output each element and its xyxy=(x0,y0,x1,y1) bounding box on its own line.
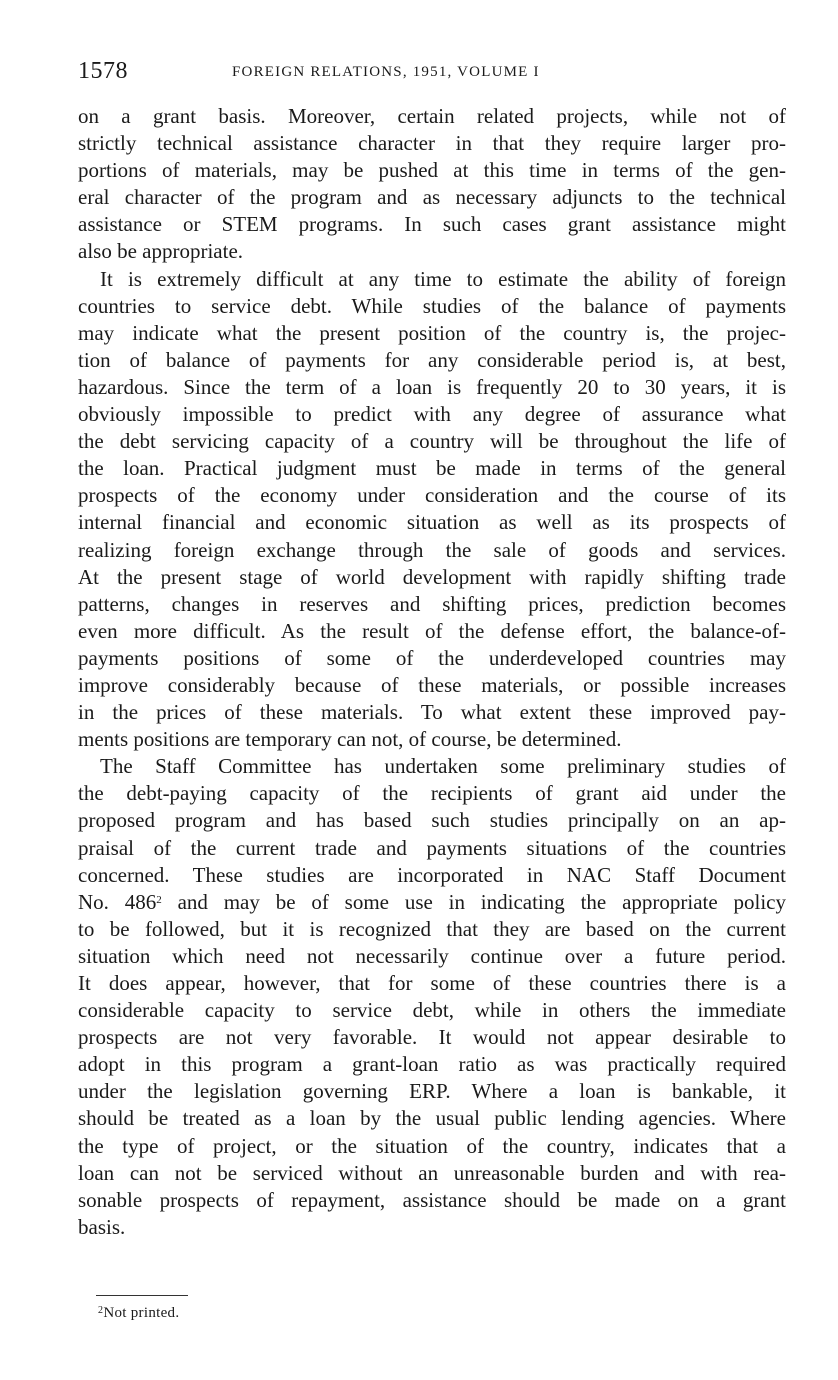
text-line: the debt-paying capacity of the recipients of grant aid under the xyxy=(78,781,786,806)
text-line: realizing foreign exchange through the sale of goods and services. xyxy=(78,537,786,562)
text-line: in the prices of these materials. To what extent these improved pay- xyxy=(78,700,786,725)
footnote-reference[interactable]: 2 xyxy=(156,893,162,906)
text-line: situation which need not necessarily continue over a future period. xyxy=(78,943,786,968)
text-line: proposed program and has based such studies principally on an ap- xyxy=(78,808,786,833)
text-line: At the present stage of world development with rapidly shifting trade xyxy=(78,564,786,589)
text-line: sonable prospects of repayment, assistance should be made on a grant xyxy=(78,1187,786,1212)
text-line: obviously impossible to predict with any degree of assurance what xyxy=(78,402,786,427)
text-line: under the legislation governing ERP. Where a loan is bankable, it xyxy=(78,1079,786,1104)
text-line: prospects are not very favorable. It would not appear desirable to xyxy=(78,1025,786,1050)
text-line: considerable capacity to service debt, while in others the immediate xyxy=(78,998,786,1023)
text-line: It is extremely difficult at any time to estimate the ability of foreign xyxy=(100,266,786,291)
text-line: portions of materials, may be pushed at this time in terms of the gen- xyxy=(78,158,786,183)
footnote-marker: 2 xyxy=(98,1305,104,1316)
text-line: countries to service debt. While studies of the balance of payments xyxy=(78,293,786,318)
footnote-text: Not printed. xyxy=(103,1305,180,1321)
running-head: FOREIGN RELATIONS, 1951, VOLUME I xyxy=(232,64,540,80)
text-line: The Staff Committee has undertaken some preliminary studies of xyxy=(100,754,786,779)
text-line: adopt in this program a grant-loan ratio as was practically required xyxy=(78,1052,786,1077)
page-header xyxy=(78,58,758,98)
text-segment: and may be of some use in indicating the appropriate policy xyxy=(161,889,786,914)
text-line: also be appropriate. xyxy=(78,239,244,264)
footnote-divider xyxy=(96,1295,188,1296)
text-line: on a grant basis. Moreover, certain related projects, while not of xyxy=(78,104,786,128)
text-line: the loan. Practical judgment must be made in terms of the general xyxy=(78,456,786,481)
text-line: strictly technical assistance character in that they require larger pro- xyxy=(78,131,786,156)
text-line: praisal of the current trade and payments situations of the countries xyxy=(78,835,786,860)
text-line: even more difficult. As the result of the defense effort, the balance-of- xyxy=(78,618,786,643)
text-line: patterns, changes in reserves and shifting prices, prediction becomes xyxy=(78,591,786,616)
page-number: 1578 xyxy=(78,58,128,84)
footnote xyxy=(98,1305,179,1322)
text-line: should be treated as a loan by the usual public lending agencies. Where xyxy=(78,1106,786,1131)
text-line: may indicate what the present position of the country is, the projec- xyxy=(78,320,786,345)
text-line: basis. xyxy=(78,1214,126,1239)
text-line: internal financial and economic situation as well as its prospects of xyxy=(78,510,786,535)
text-line: ments positions are temporary can not, of course, be determined. xyxy=(78,727,622,752)
text-line: prospects of the economy under consideration and the course of its xyxy=(78,483,786,508)
text-line: improve considerably because of these materials, or possible increases xyxy=(78,672,786,697)
text-line: loan can not be serviced without an unreasonable burden and with rea- xyxy=(78,1160,786,1185)
text-line: payments positions of some of the underdeveloped countries may xyxy=(78,645,786,670)
text-line: concerned. These studies are incorporated in NAC Staff Document xyxy=(78,862,786,887)
text-segment: No. 486 xyxy=(78,889,157,914)
body-text xyxy=(78,103,786,1241)
text-line: hazardous. Since the term of a loan is frequently 20 to 30 years, it is xyxy=(78,374,786,399)
text-line: the type of project, or the situation of the country, indicates that a xyxy=(78,1133,786,1158)
text-line: eral character of the program and as necessary adjuncts to the technical xyxy=(78,185,786,210)
text-line: the debt servicing capacity of a country will be throughout the life of xyxy=(78,429,786,454)
text-line: It does appear, however, that for some of these countries there is a xyxy=(78,971,786,995)
text-line-with-footnote-ref xyxy=(78,889,786,916)
text-line: assistance or STEM programs. In such cases grant assistance might xyxy=(78,212,786,237)
text-line: tion of balance of payments for any considerable period is, at best, xyxy=(78,347,786,372)
text-line: to be followed, but it is recognized that they are based on the current xyxy=(78,916,786,941)
